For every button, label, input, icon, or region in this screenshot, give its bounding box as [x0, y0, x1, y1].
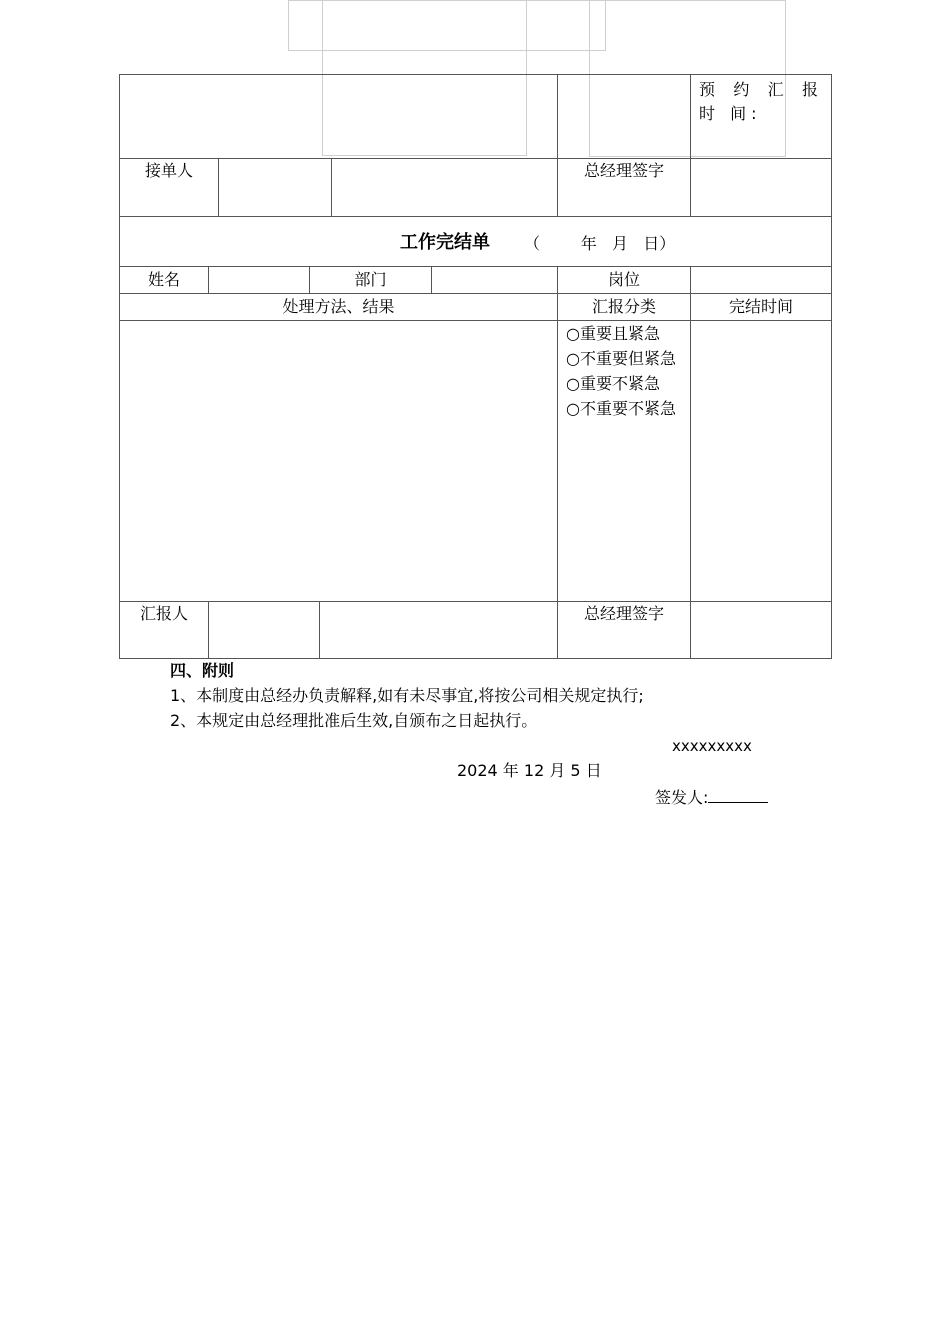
category-label: 汇报分类 [558, 294, 691, 321]
reporter-label: 汇报人 [120, 602, 209, 659]
top-blank-cell [558, 75, 691, 159]
appendix-item-1: 1、本制度由总经办负责解释,如有未尽事宜,将按公司相关规定执行; [170, 686, 644, 705]
appointment-time-cell [691, 75, 832, 159]
appendix-item-2: 2、本规定由总经理批准后生效,自颁布之日起执行。 [170, 711, 538, 730]
issuer-signature-line[interactable] [708, 784, 768, 803]
completion-title-cell [120, 217, 832, 267]
reporter-field[interactable] [209, 602, 320, 659]
gm-sign-field-top[interactable] [691, 159, 832, 217]
completion-date: （ 年 月 日） [524, 234, 676, 253]
receiver-label: 接单人 [120, 159, 219, 217]
top-table [119, 74, 832, 217]
receiver-field[interactable] [219, 159, 332, 217]
position-label: 岗位 [558, 267, 691, 294]
appointment-time-label: 预 约 汇 报 时 间: [699, 80, 824, 123]
completion-table [119, 216, 832, 659]
category-option[interactable]: ○不重要不紧急 [566, 399, 676, 418]
finish-time-field[interactable] [691, 321, 832, 602]
company-name: xxxxxxxxx [672, 737, 752, 755]
category-option[interactable]: ○不重要但紧急 [566, 349, 676, 368]
issue-date: 2024 年 12 月 5 日 [457, 761, 602, 780]
category-option[interactable]: ○重要且紧急 [566, 324, 660, 343]
name-field[interactable] [209, 267, 310, 294]
receiver-extra-field[interactable] [332, 159, 558, 217]
position-field[interactable] [691, 267, 832, 294]
reporter-extra-field[interactable] [320, 602, 558, 659]
method-label: 处理方法、结果 [120, 294, 558, 321]
appendix-heading: 四、附则 [170, 661, 235, 680]
finish-time-label: 完结时间 [691, 294, 832, 321]
completion-title: 工作完结单 [400, 232, 490, 253]
issuer-signature [655, 784, 768, 810]
gm-sign-label-bottom: 总经理签字 [558, 602, 691, 659]
gm-sign-label-top: 总经理签字 [558, 159, 691, 217]
gm-sign-field-bottom[interactable] [691, 602, 832, 659]
issuer-label: 签发人: [655, 788, 709, 807]
top-blank-cell [120, 75, 558, 159]
category-options [558, 321, 691, 602]
dept-label: 部门 [310, 267, 432, 294]
dept-field[interactable] [432, 267, 558, 294]
category-option[interactable]: ○重要不紧急 [566, 374, 660, 393]
name-label: 姓名 [120, 267, 209, 294]
method-field[interactable] [120, 321, 558, 602]
